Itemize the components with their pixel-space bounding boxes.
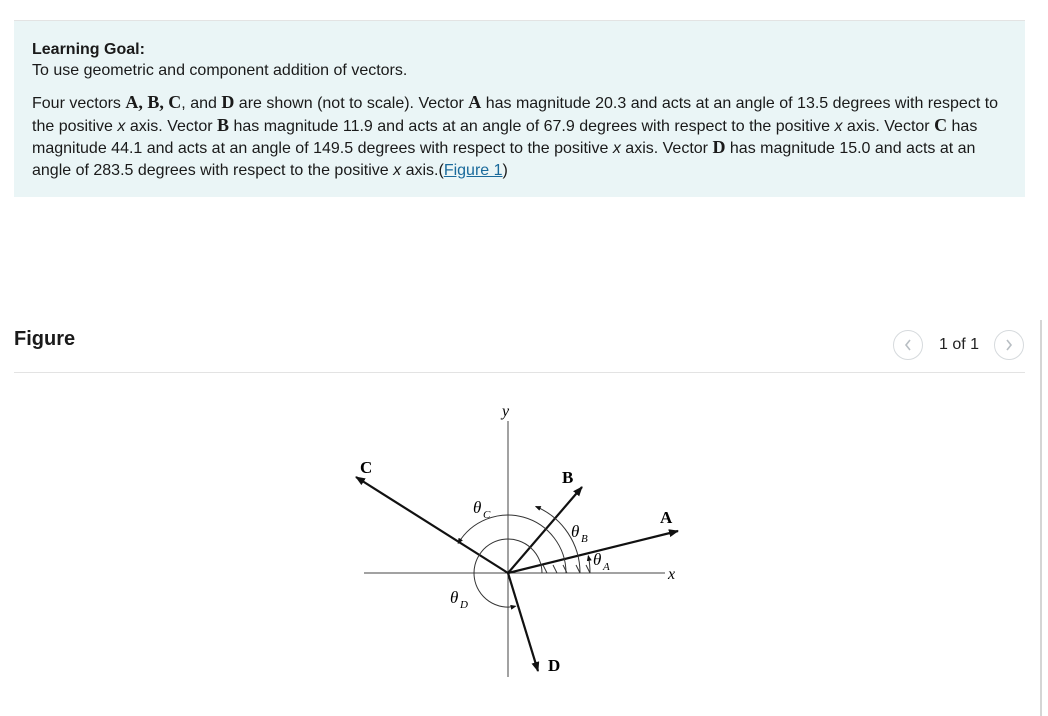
text-segment: has magnitude 20.3 and acts at an angle of 13.5 degrees with respect to the positive — [32, 95, 999, 135]
y-axis-label: y — [502, 403, 510, 420]
vector-c-label: C — [360, 458, 373, 477]
vector-c-symbol: C — [168, 92, 182, 112]
arc-tick-marks — [543, 565, 590, 573]
figure-pager — [893, 330, 1024, 360]
pager-count: 1 of 1 — [938, 336, 979, 353]
vector-c-arrow — [356, 477, 508, 573]
learning-goal-subtitle: To use geometric and component addition of vectors. — [32, 62, 408, 79]
x-axis-label: x — [668, 566, 676, 583]
text-segment: has magnitude 11.9 and acts at an angle of 67.9 degrees with respect to the positive — [233, 117, 831, 135]
text-segment: axis. Vector — [846, 117, 930, 135]
vector-b-symbol: B — [217, 114, 230, 135]
theta-c-subscript: C — [483, 509, 491, 521]
learning-goal-panel — [14, 21, 1025, 197]
theta-d-label — [450, 588, 468, 611]
vector-a-symbol: A — [125, 92, 139, 112]
prev-figure-button[interactable] — [893, 330, 923, 360]
theta-a-label — [593, 550, 610, 573]
comma: , — [138, 92, 143, 112]
text-segment: are shown (not to scale). Vector — [238, 95, 464, 112]
vector-d-label: D — [548, 656, 561, 675]
vector-d-symbol: D — [712, 137, 726, 157]
x-variable: x — [393, 161, 402, 179]
theta-b-subscript: B — [581, 533, 588, 545]
vector-b-symbol: B — [147, 92, 160, 112]
scrollbar-track[interactable] — [1040, 320, 1042, 716]
figure-title: Figure — [14, 328, 76, 350]
vector-b-label: B — [562, 468, 574, 487]
vector-a-label: A — [660, 508, 673, 527]
text-segment: has magnitude 15.0 and acts at an angle of 283.5 degrees with respect to the positive — [32, 140, 976, 179]
theta-a-subscript: A — [603, 561, 610, 573]
text-segment: has magnitude 44.1 and acts at an angle of 149.5 degrees with respect to the positive — [32, 117, 978, 157]
comma: , — [159, 92, 164, 112]
text-segment: Four vectors — [32, 95, 121, 112]
x-variable: x — [612, 140, 621, 157]
figure-1-link[interactable]: Figure 1 — [443, 161, 503, 179]
vector-diagram — [340, 395, 700, 685]
text-segment: , and — [181, 95, 217, 112]
theta-symbol: θ — [571, 522, 580, 541]
next-figure-button[interactable] — [994, 330, 1024, 360]
chevron-right-icon — [1004, 338, 1014, 352]
theta-b-label — [571, 522, 588, 545]
figure-divider — [14, 372, 1025, 373]
text-segment: axis.( — [405, 161, 444, 179]
theta-c-label — [473, 498, 491, 521]
x-variable: x — [834, 117, 843, 135]
theta-d-subscript: D — [460, 599, 468, 611]
vector-a-symbol: A — [468, 92, 482, 112]
text-segment: ) — [502, 161, 508, 179]
theta-symbol: θ — [450, 588, 459, 607]
vector-d-arrow — [508, 573, 538, 671]
text-segment: axis. Vector — [129, 117, 213, 135]
problem-statement — [32, 92, 1007, 181]
chevron-left-icon — [903, 338, 913, 352]
text-segment: axis. Vector — [625, 140, 708, 157]
theta-symbol: θ — [473, 498, 482, 517]
vector-d-symbol: D — [221, 92, 235, 112]
theta-symbol: θ — [593, 550, 602, 569]
learning-goal-title: Learning Goal: — [32, 41, 145, 58]
x-variable: x — [117, 117, 126, 135]
vector-c-symbol: C — [934, 114, 948, 135]
